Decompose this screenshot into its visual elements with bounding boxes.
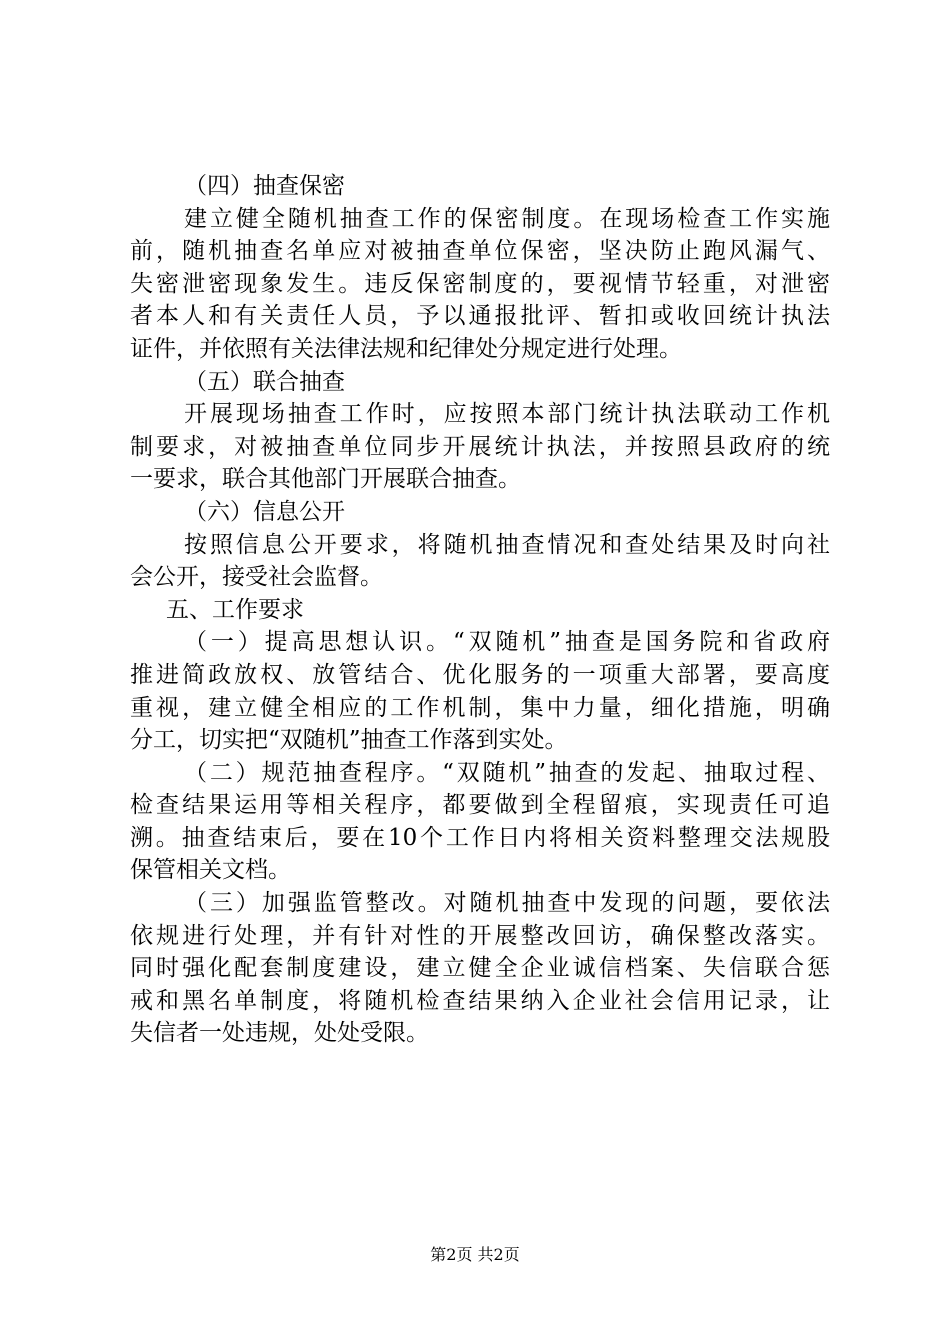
text-line: （二）规范抽查程序。“双随机”抽查的发起、抽取过程、: [184, 759, 830, 786]
text-line: 同时强化配套制度建设，建立健全企业诚信档案、失信联合惩: [130, 955, 830, 982]
text-line: （六）信息公开: [184, 498, 345, 525]
text-line: 戒和黑名单制度，将随机检查结果纳入企业社会信用记录，让: [130, 987, 830, 1014]
text-line: （四）抽查保密: [184, 173, 345, 199]
text-line: 重视，建立健全相应的工作机制，集中力量，细化措施，明确: [130, 694, 830, 721]
text-line: 按照信息公开要求，将随机抽查情况和查处结果及时向社: [184, 531, 830, 558]
text-line: 失密泄密现象发生。违反保密制度的，要视情节轻重，对泄密: [130, 270, 830, 297]
text-line: 开展现场抽查工作时，应按照本部门统计执法联动工作机: [184, 401, 830, 428]
text-line: 五、工作要求: [166, 596, 304, 623]
text-line: 一要求，联合其他部门开展联合抽查。: [130, 466, 521, 493]
text-line: （五）联合抽查: [184, 368, 345, 395]
text-line: 制要求，对被抽查单位同步开展统计执法，并按照县政府的统: [130, 433, 830, 460]
text-line: 前，随机抽查名单应对被抽查单位保密，坚决防止跑风漏气、: [130, 238, 830, 265]
text-line: 依规进行处理，并有针对性的开展整改回访，确保整改落实。: [130, 922, 830, 949]
document-body: [130, 170, 830, 1050]
text-line: （一）提高思想认识。“双随机”抽查是国务院和省政府: [184, 629, 830, 656]
text-line: 会公开，接受社会监督。: [130, 564, 383, 591]
text-line: 分工，切实把“双随机”抽查工作落到实处。: [130, 727, 568, 754]
text-line: 建立健全随机抽查工作的保密制度。在现场检查工作实施: [184, 205, 830, 232]
page-footer: 第2页 共2页: [430, 1245, 520, 1264]
text-line: 者本人和有关责任人员，予以通报批评、暂扣或收回统计执法: [130, 303, 830, 330]
text-line: 推进简政放权、放管结合、优化服务的一项重大部署，要高度: [130, 661, 830, 688]
text-line: 证件，并依照有关法律法规和纪律处分规定进行处理。: [130, 335, 682, 362]
text-line: （三）加强监管整改。对随机抽查中发现的问题，要依法: [184, 890, 830, 917]
text-line: 检查结果运用等相关程序，都要做到全程留痕，实现责任可追: [130, 792, 830, 819]
text-line: 失信者一处违规，处处受限。: [130, 1020, 429, 1047]
text-line: 保管相关文档。: [130, 857, 291, 884]
text-line: 溯。抽查结束后，要在10个工作日内将相关资料整理交法规股: [130, 824, 830, 851]
